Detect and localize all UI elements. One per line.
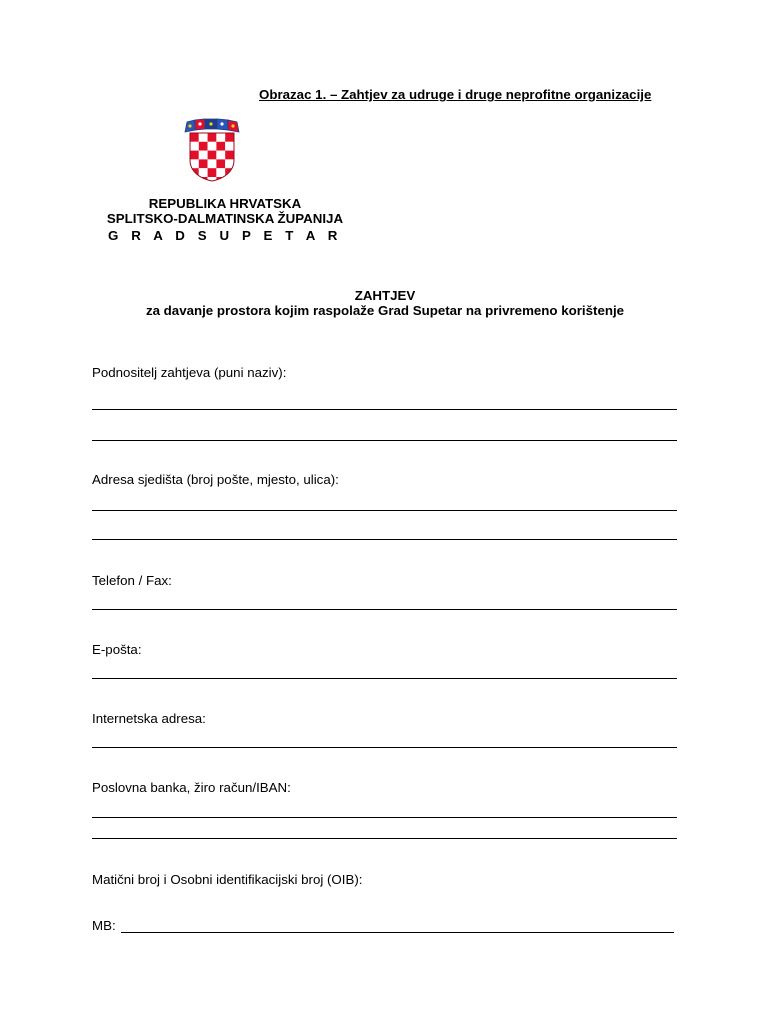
applicant-label: Podnositelj zahtjeva (puni naziv): [92, 365, 287, 380]
phone-fax-label: Telefon / Fax: [92, 573, 172, 588]
mb-label: MB: [92, 918, 116, 933]
email-line[interactable] [92, 678, 677, 679]
country-name: REPUBLIKA HRVATSKA [148, 196, 302, 211]
phone-fax-line[interactable] [92, 609, 677, 610]
document-title: ZAHTJEV [354, 288, 416, 303]
address-line-1[interactable] [92, 510, 677, 511]
website-line[interactable] [92, 747, 677, 748]
document-subtitle: za davanje prostora kojim raspolaže Grad Supetar na privremeno korištenje [145, 303, 625, 318]
applicant-line-1[interactable] [92, 409, 677, 410]
website-label: Internetska adresa: [92, 711, 206, 726]
address-label: Adresa sjedišta (broj pošte, mjesto, ulica): [92, 472, 339, 487]
city-name: G R A D S U P E T A R [107, 228, 342, 243]
ids-label: Matični broj i Osobni identifikacijski broj (OIB): [92, 872, 363, 887]
bank-line-1[interactable] [92, 817, 677, 818]
croatian-coat-of-arms-icon [183, 118, 241, 182]
mb-line[interactable] [121, 932, 674, 933]
email-label: E-pošta: [92, 642, 142, 657]
bank-label: Poslovna banka, žiro račun/IBAN: [92, 780, 291, 795]
bank-line-2[interactable] [92, 838, 677, 839]
county-name: SPLITSKO-DALMATINSKA ŽUPANIJA [106, 211, 344, 226]
address-line-2[interactable] [92, 539, 677, 540]
applicant-line-2[interactable] [92, 440, 677, 441]
form-code-heading: Obrazac 1. – Zahtjev za udruge i druge neprofitne organizacije [259, 87, 652, 102]
